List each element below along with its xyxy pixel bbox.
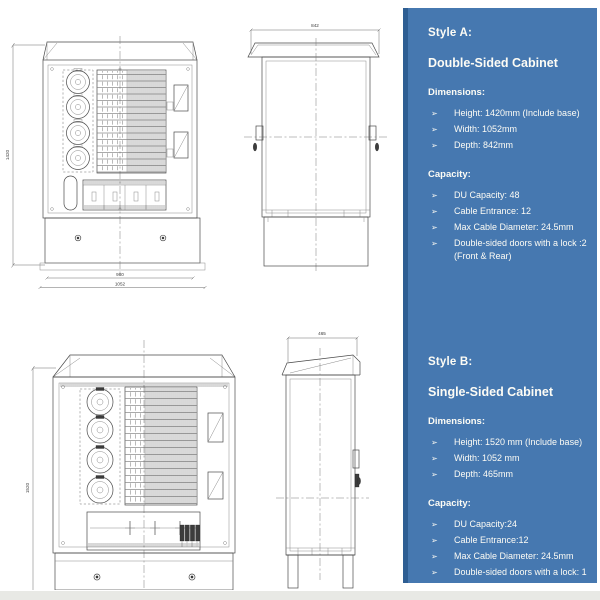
style-b-heading: Style B: — [428, 356, 473, 368]
spec-item-text: Depth: 465mm — [454, 469, 514, 479]
front-view-style-b-drawing — [18, 328, 252, 590]
spec-panel — [403, 8, 597, 583]
style-a-capacity-heading: Capacity: — [428, 169, 471, 180]
spec-item-text: Height: 1520 mm (Include base) — [454, 437, 583, 447]
dimension-label-width-inner-a: 980 — [116, 272, 124, 277]
style-b-capacity-heading: Capacity: — [428, 498, 471, 509]
arrow-bullet-icon: ➢ — [431, 207, 438, 216]
spec-item-text: Double-sided doors with a lock :2 (Front & Rear) — [454, 238, 587, 261]
style-b-dimensions-heading: Dimensions: — [428, 416, 486, 427]
spec-item — [431, 189, 587, 202]
spec-item — [431, 518, 587, 531]
dimension-label-depth-b: 465 — [318, 331, 326, 336]
base-a — [40, 218, 205, 270]
spec-item-text: Width: 1052 mm — [454, 453, 520, 463]
spec-item — [431, 237, 587, 263]
style-a-dimensions-list — [428, 107, 587, 152]
side-view-style-a-drawing — [238, 14, 402, 280]
spec-item-text: DU Capacity:24 — [454, 519, 518, 529]
arrow-bullet-icon: ➢ — [431, 438, 438, 447]
dimension-label-height-a: 1420 — [5, 149, 10, 161]
spec-item-text: Height: 1420mm (Include base) — [454, 108, 580, 118]
spec-item-text: Max Cable Diameter: 24.5mm — [454, 551, 574, 561]
style-b-dimensions-list — [428, 436, 587, 481]
spec-item-text: Max Cable Diameter: 24.5mm — [454, 222, 574, 232]
spec-item — [431, 534, 587, 547]
arrow-bullet-icon: ➢ — [431, 223, 438, 232]
spec-item — [431, 566, 587, 579]
dimension-label-height-b: 1520 — [25, 482, 30, 494]
arrow-bullet-icon: ➢ — [431, 552, 438, 561]
style-a-dimensions-heading: Dimensions: — [428, 87, 486, 98]
arrow-bullet-icon: ➢ — [431, 239, 438, 248]
spec-item-text: Double-sided doors with a lock: 1 — [454, 567, 587, 577]
spec-item-text: Depth: 842mm — [454, 140, 514, 150]
arrow-bullet-icon: ➢ — [431, 470, 438, 479]
arrow-bullet-icon: ➢ — [431, 141, 438, 150]
arrow-bullet-icon: ➢ — [431, 191, 438, 200]
arrow-bullet-icon: ➢ — [431, 520, 438, 529]
spec-item-text: Cable Entrance:12 — [454, 535, 529, 545]
dimension-label-depth-a: 842 — [311, 23, 319, 28]
bottom-strip — [0, 591, 600, 600]
spec-item — [431, 123, 587, 136]
spec-item-text: Cable Entrance: 12 — [454, 206, 532, 216]
arrow-bullet-icon: ➢ — [431, 454, 438, 463]
arrow-bullet-icon: ➢ — [431, 568, 438, 577]
spec-item — [431, 550, 587, 563]
side-view-style-b-drawing — [268, 318, 380, 590]
spec-item — [431, 468, 587, 481]
depth-dimension-a — [250, 23, 381, 54]
style-a-heading: Style A: — [428, 27, 472, 39]
height-dimension-b — [25, 366, 56, 590]
arrow-bullet-icon: ➢ — [431, 109, 438, 118]
spec-item — [431, 139, 587, 152]
arrow-bullet-icon: ➢ — [431, 125, 438, 134]
style-b-section — [428, 356, 587, 579]
style-b-cabinet-type: Single-Sided Cabinet — [428, 385, 554, 399]
height-dimension-a — [5, 43, 45, 268]
spec-item — [431, 221, 587, 234]
fiber-spools-a — [67, 69, 90, 170]
style-a-cabinet-type: Double-Sided Cabinet — [428, 56, 558, 70]
splice-tray-stack-b — [125, 387, 197, 505]
dimension-label-width-outer-a: 1052 — [114, 281, 126, 287]
fiber-spools-b — [87, 388, 113, 504]
style-a-capacity-list — [428, 189, 587, 263]
connector-band-b — [87, 512, 200, 550]
spec-item — [431, 436, 587, 449]
spec-item — [431, 205, 587, 218]
style-b-capacity-list — [428, 518, 587, 579]
base-legs-b — [286, 555, 355, 588]
width-dimensions-a — [39, 272, 207, 289]
spec-item-text: Width: 1052mm — [454, 124, 518, 134]
arrow-bullet-icon: ➢ — [431, 536, 438, 545]
spec-item — [431, 107, 587, 120]
spec-item-text: DU Capacity: 48 — [454, 190, 520, 200]
connector-band-a — [83, 180, 166, 210]
style-a-section — [428, 27, 587, 263]
splice-tray-stack-a — [97, 70, 166, 173]
spec-item — [431, 452, 587, 465]
depth-dimension-b — [287, 331, 359, 362]
front-view-style-a-drawing — [0, 22, 212, 294]
